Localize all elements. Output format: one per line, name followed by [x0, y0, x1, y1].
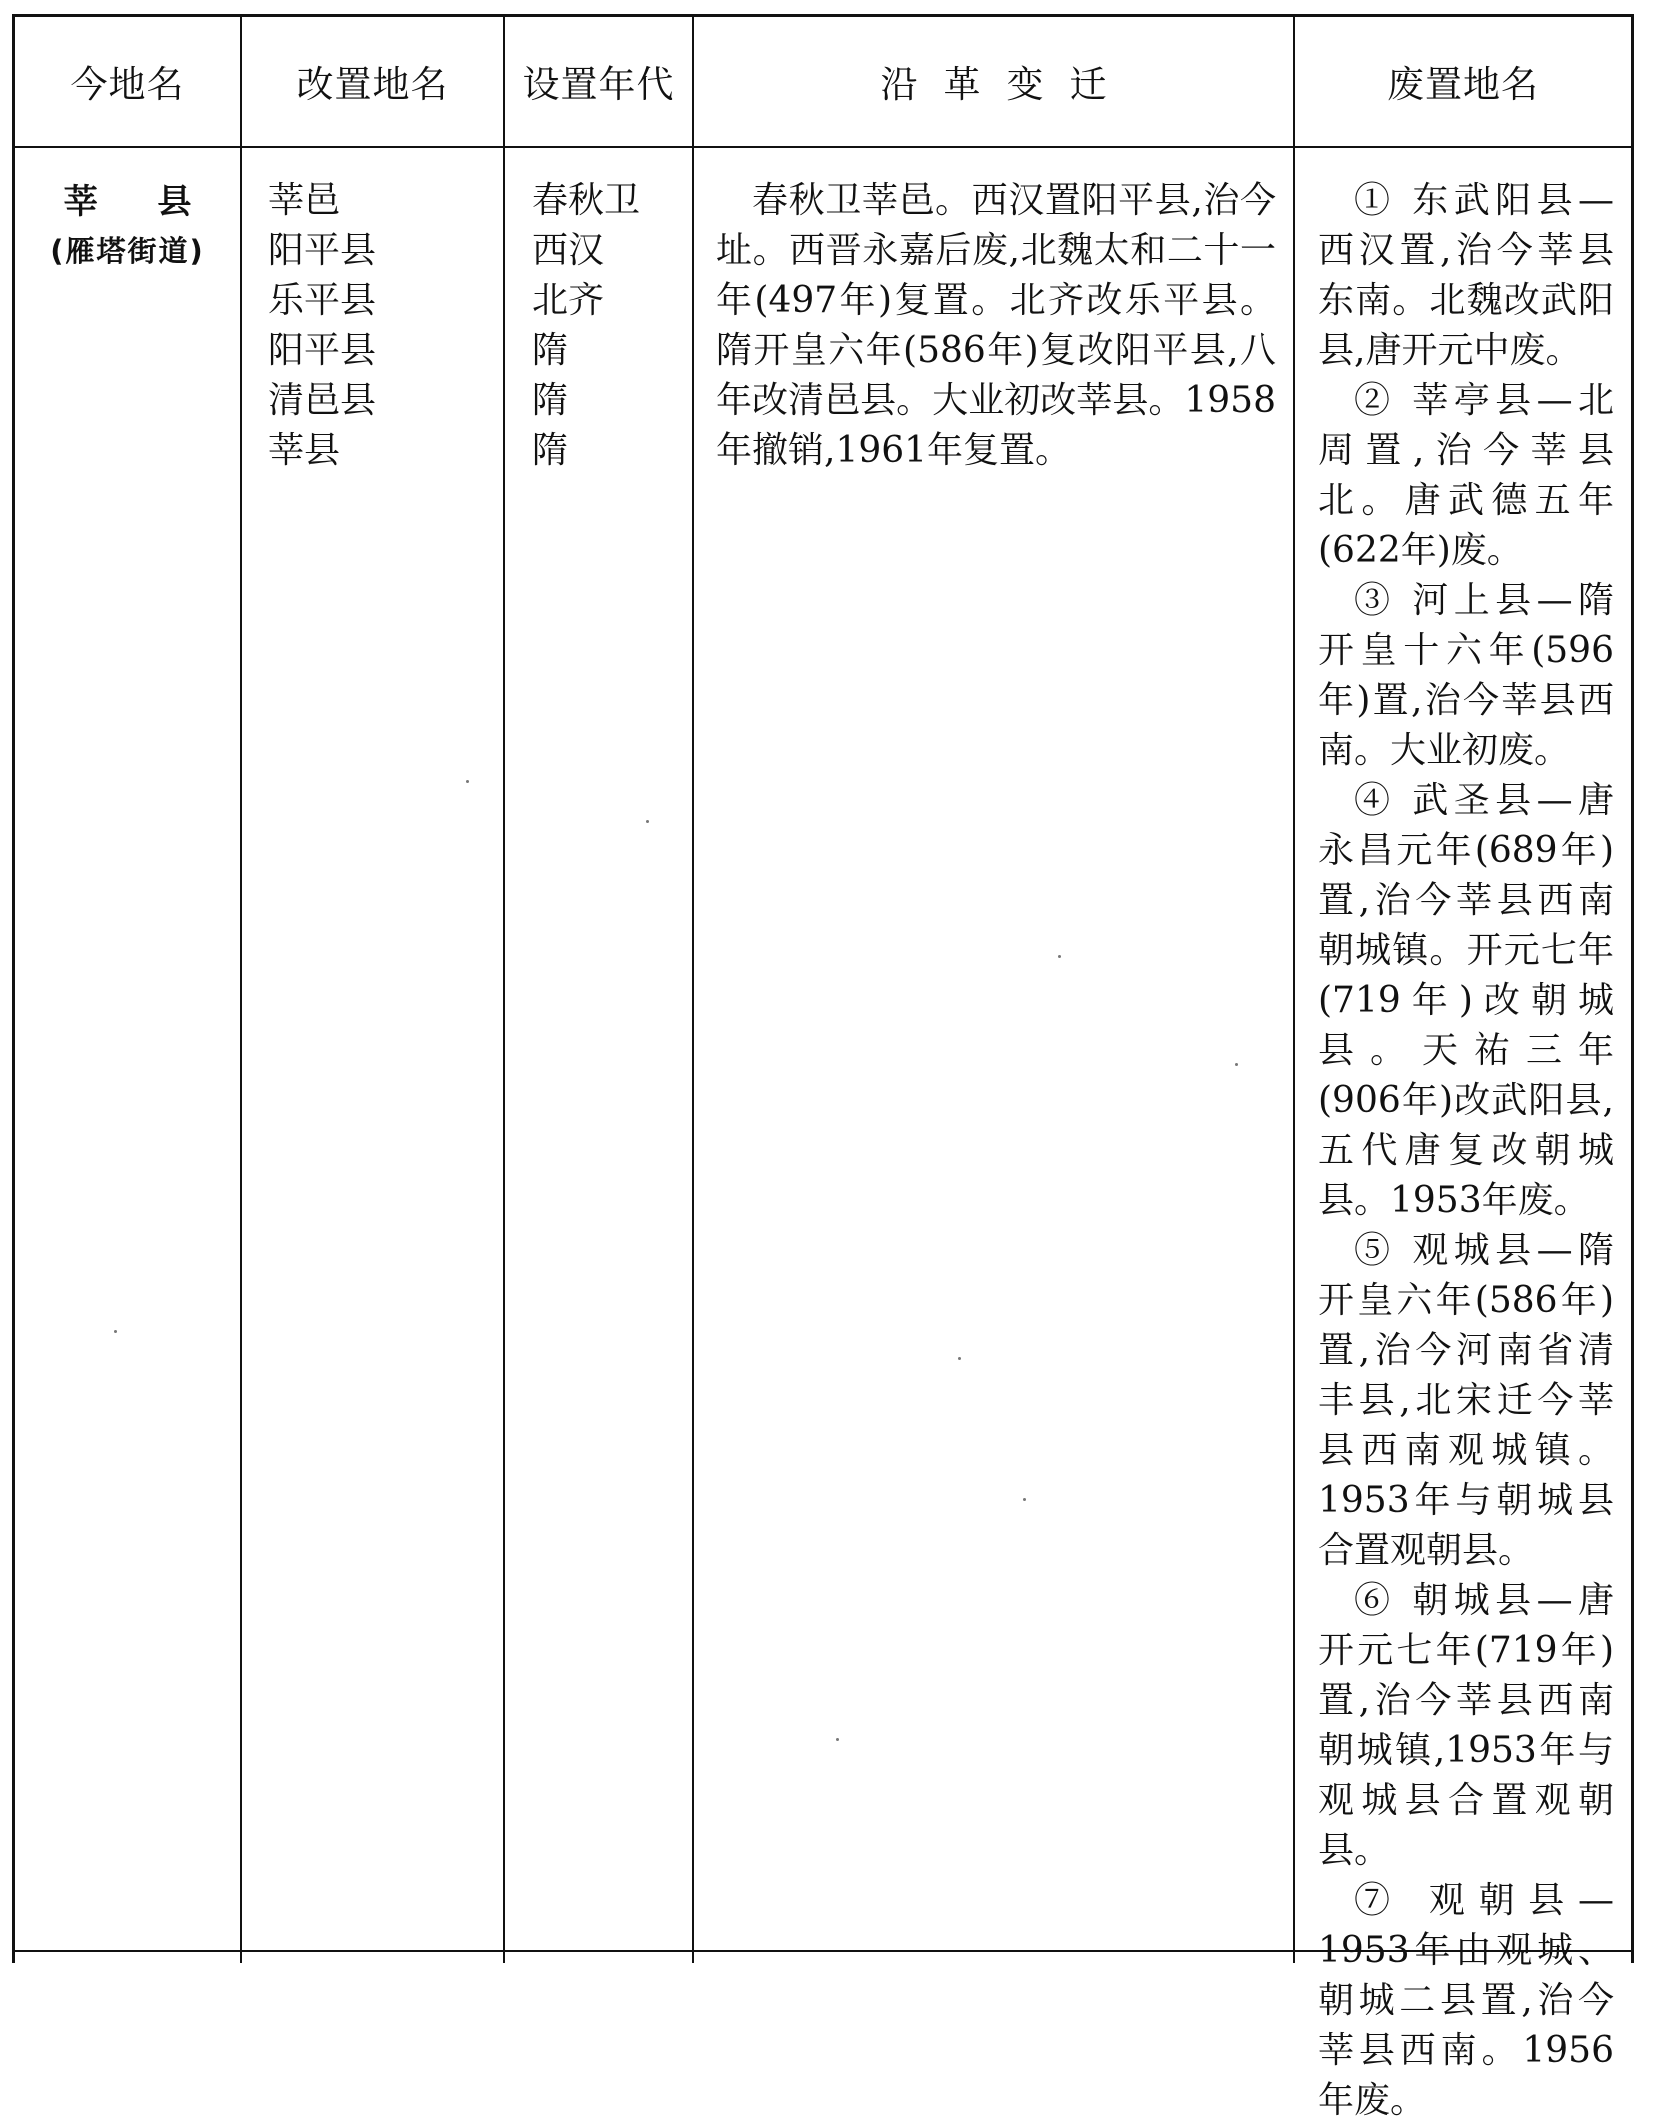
history-text: 春秋卫莘邑。西汉置阳平县,治今址。西晋永嘉后废,北魏太和二十一年(497年)复置。北齐改乐平县。隋开皇六年(586年)复改阳平县,八年改清邑县。大业初改莘县。1958年撤销,1961年复置。: [716, 180, 1276, 471]
era-item: 隋: [532, 430, 569, 471]
renamed-names-cell: [268, 176, 498, 476]
column-divider-4: [1293, 14, 1295, 1963]
table-right-border: [1631, 14, 1634, 1963]
renamed-names-list: [268, 176, 498, 476]
scan-speck: [114, 1330, 117, 1333]
abolished-entry: ① 东武阳县—西汉置,治今莘县东南。北魏改武阳县,唐开元中废。: [1318, 180, 1614, 371]
scan-speck: [958, 1357, 961, 1360]
scan-speck: [466, 780, 469, 783]
eras-cell: [532, 176, 688, 476]
scan-speck: [836, 1738, 839, 1741]
column-divider-1: [240, 14, 242, 1963]
renamed-name-item: 莘邑: [268, 180, 341, 221]
era-item: 隋: [532, 330, 569, 371]
column-divider-2: [503, 14, 505, 1963]
column-divider-3: [692, 14, 694, 1963]
abolished-entry: ④ 武圣县—唐永昌元年(689年)置,治今莘县西南朝城镇。开元七年(719年)改朝城县。天祐三年(906年)改武阳县,五代唐复改朝城县。1953年废。: [1318, 780, 1614, 1221]
table-left-border: [12, 14, 15, 1963]
scan-speck: [1058, 955, 1061, 958]
abolished-entry: ⑤ 观城县—隋开皇六年(586年)置,治今河南省清丰县,北宋迁今莘县西南观城镇。1953年与朝城县合置观朝县。: [1318, 1230, 1614, 1571]
scan-speck: [646, 820, 649, 823]
era-item: 春秋卫: [532, 180, 641, 221]
era-item: 隋: [532, 380, 569, 421]
abolished-entry: ② 莘亭县—北周置,治今莘县北。唐武德五年(622年)废。: [1318, 380, 1614, 571]
eras-list: [532, 176, 688, 476]
header-current-name: 今地名: [70, 63, 185, 106]
renamed-name-item: 莘县: [268, 430, 341, 471]
abolished-entry: ⑥ 朝城县—唐开元七年(719年)置,治今莘县西南朝城镇,1953年与观城县合置观朝县。: [1318, 1580, 1614, 1871]
header-abolished-names: 废置地名: [1387, 63, 1539, 106]
header-established-era: 设置年代: [522, 63, 675, 106]
header-history: 沿革变迁: [880, 63, 1133, 106]
renamed-name-item: 乐平县: [268, 280, 377, 321]
scan-speck: [1235, 1063, 1238, 1066]
abolished-names-cell: [1318, 176, 1614, 2126]
era-item: 西汉: [532, 230, 605, 271]
renamed-name-item: 阳平县: [268, 230, 377, 271]
abolished-entry: ⑦ 观朝县—1953年由观城、朝城二县置,治今莘县西南。1956年废。: [1318, 1880, 1614, 2121]
abolished-entry: ③ 河上县—隋开皇十六年(596年)置,治今莘县西南。大业初废。: [1318, 580, 1614, 771]
renamed-name-item: 清邑县: [268, 380, 377, 421]
current-place-subdistrict: (雁塔街道): [50, 234, 205, 268]
renamed-name-item: 阳平县: [268, 330, 377, 371]
current-place-name: 莘 县: [63, 182, 216, 222]
era-item: 北齐: [532, 280, 605, 321]
scan-speck: [1023, 1498, 1026, 1501]
header-renamed-name: 改置地名: [296, 63, 449, 106]
history-cell: [716, 176, 1276, 476]
